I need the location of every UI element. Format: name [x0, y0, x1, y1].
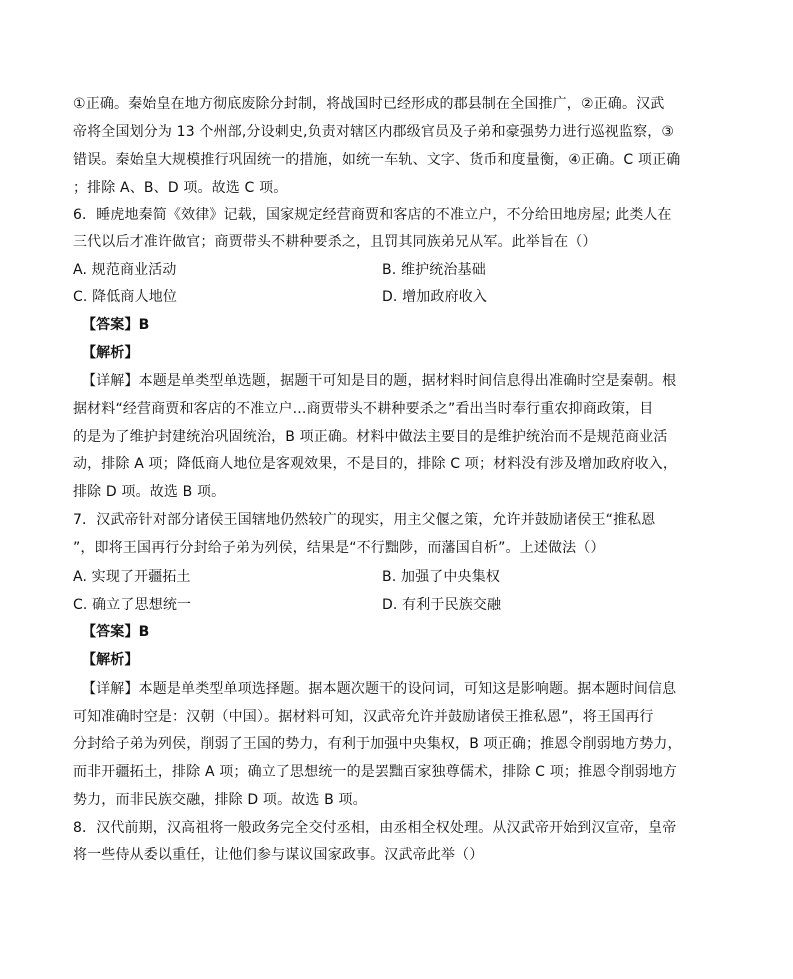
intro-line-1: ①正确。秦始皇在地方彻底废除分封制，将战国时已经形成的郡县制在全国推广，②正确。汉武: [73, 96, 665, 112]
intro-line-2: 帝将全国划分为 13 个州部,分设刺史,负责对辖区内郡级官员及子弟和豪强势力进行巡视监察，③: [73, 124, 675, 140]
q7-answer: 【答案】B: [82, 624, 150, 640]
intro-line-4: ；排除 A、B、D 项。故选 C 项。: [73, 180, 288, 196]
q6-option-c: C. 降低商人地位: [73, 289, 178, 305]
q7-detail-line-2: 可知准确时空是：汉朝（中国）。据材料可知，汉武帝允许并鼓励诸侯王推私恩”，将王国再行: [73, 709, 654, 725]
q7-detail-line-4: 而非开疆拓土，排除 A 项；确立了思想统一的是罢黜百家独尊儒术，排除 C 项；推恩令削弱地方: [73, 764, 678, 780]
q7-detail-line-3: 分封给子弟为列侯，削弱了王国的势力，有利于加强中央集权，B 项正确；推恩令削弱地方势力，: [73, 736, 682, 752]
q6-stem-line-1: 6．睡虎地秦简《效律》记载，国家规定经营商贾和客店的不准立户，不分给田地房屋; 此类人在: [73, 207, 672, 223]
q6-detail-line-5: 排除 D 项。故选 B 项。: [73, 484, 226, 500]
q8-stem-line-1: 8．汉代前期，汉高祖将一般政务完全交付丞相，由丞相全权处理。从汉武帝开始到汉宣帝，皇帝: [73, 820, 677, 836]
q6-analysis-heading: 【解析】: [82, 345, 139, 361]
q7-option-c: C. 确立了思想统一: [73, 597, 192, 613]
q7-analysis-heading: 【解析】: [82, 652, 139, 668]
q8-stem-line-2: 将一些侍从委以重任，让他们参与谋议国家政事。汉武帝此举（）: [73, 847, 484, 863]
q7-option-b: B. 加强了中央集权: [382, 569, 501, 585]
q7-stem-line-1: 7．汉武帝针对部分诸侯王国辖地仍然较广的现实，用主父偃之策，允许并鼓励诸侯王“推私恩: [73, 512, 656, 528]
q6-stem-line-2: 三代以后才准许做官；商贾带头不耕种要杀之，且罚其同族弟兄从军。此举旨在（）: [73, 234, 597, 250]
q6-detail-line-4: 动，排除 A 项；降低商人地位是客观效果，不是目的，排除 C 项；材料没有涉及增加政府收入，: [73, 456, 678, 472]
q7-detail-line-5: 势力，而非民族交融，排除 D 项。故选 B 项。: [73, 792, 367, 808]
q7-option-a: A. 实现了开疆拓土: [73, 569, 191, 585]
q6-option-a: A. 规范商业活动: [73, 262, 177, 278]
q7-detail-line-1: 【详解】本题是单类型单项选择题。据本题次题干的设问词，可知这是影响题。据本题时间信息: [82, 681, 677, 697]
q6-option-b: B. 维护统治基础: [382, 262, 486, 278]
intro-line-3: 错误。秦始皇大规模推行巩固统一的措施，如统一车轨、文字、货币和度量衡，④正确。C 项正确: [73, 152, 681, 168]
q7-stem-line-2: ”，即将王国再行分封给子弟为列侯，结果是“不行黜陟，而藩国自析”。上述做法（）: [73, 540, 605, 556]
q6-detail-line-1: 【详解】本题是单类型单选题，据题干可知是目的题，据材料时间信息得出准确时空是秦朝。根: [82, 373, 677, 389]
q6-detail-line-3: 的是为了维护封建统治巩固统治，B 项正确。材料中做法主要目的是维护统治而不是规范商业活: [73, 429, 668, 445]
q7-option-d: D. 有利于民族交融: [382, 597, 502, 613]
q6-option-d: D. 增加政府收入: [382, 289, 488, 305]
q6-detail-line-2: 据材料“经营商贾和客店的不准立户...商贾带头不耕种要杀之”看出当时奉行重农抑商政策，目: [73, 401, 654, 417]
q6-answer: 【答案】B: [82, 317, 150, 333]
